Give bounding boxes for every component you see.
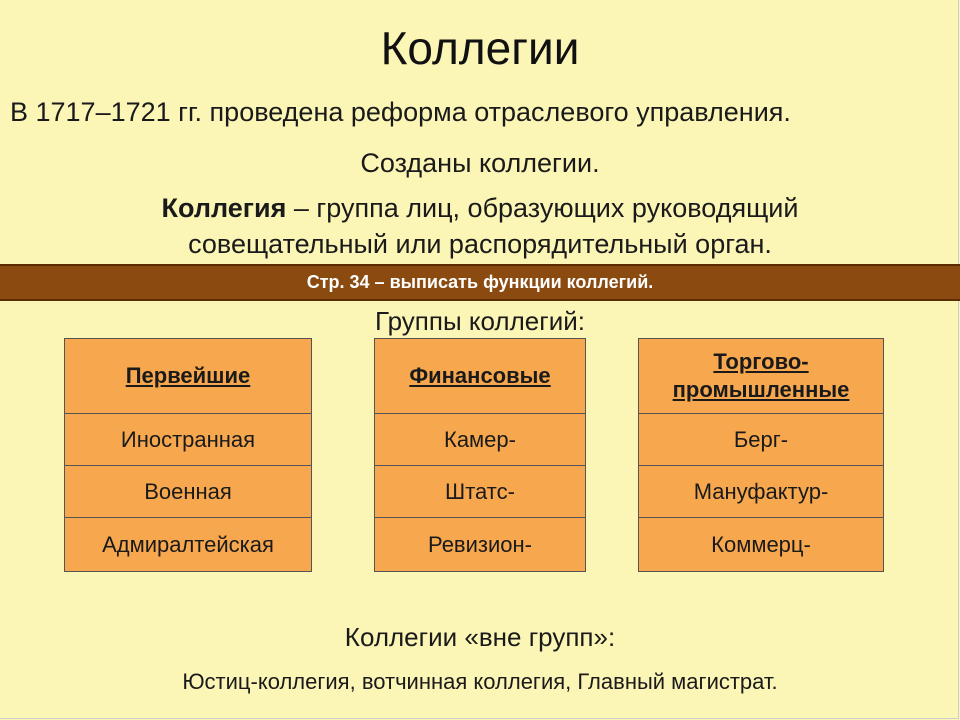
group-table-torgovo-promyshlennye (638, 338, 884, 572)
groups-title: Группы коллегий: (375, 306, 585, 336)
assignment-banner: Стр. 34 – выписать функции коллегий. (0, 264, 960, 301)
created-line: Созданы коллегии. (360, 148, 600, 178)
group-item: Ревизион- (427, 531, 532, 557)
group-item: Камер- (375, 414, 585, 466)
intro-line: В 1717–1721 гг. проведена реформа отраслевого управления. (10, 97, 791, 127)
group-heading: Первейшие (65, 339, 311, 414)
definition-term: Коллегия (161, 193, 287, 223)
group-table-pervejshie (64, 338, 312, 572)
group-item: Мануфактур- (639, 466, 883, 518)
group-heading: Финансовые (375, 339, 585, 414)
group-item: Коммерц- (711, 531, 811, 557)
group-item: Штатс- (375, 466, 585, 518)
group-heading: Торгово-промышленные (639, 339, 883, 414)
group-item: Берг- (639, 414, 883, 466)
outside-groups-list: Юстиц-коллегия, вотчинная коллегия, Главный магистрат. (182, 669, 778, 694)
slide-title: Коллегии (380, 22, 580, 74)
definition-text: – группа лиц, образующих руководящий совещательный или распорядительный орган. (188, 193, 799, 259)
group-item: Иностранная (65, 414, 311, 466)
definition (80, 190, 880, 262)
group-table-finansovye (374, 338, 586, 572)
outside-groups-title: Коллегии «вне групп»: (344, 622, 616, 652)
group-item: Адмиралтейская (102, 531, 274, 557)
group-item: Военная (65, 466, 311, 518)
